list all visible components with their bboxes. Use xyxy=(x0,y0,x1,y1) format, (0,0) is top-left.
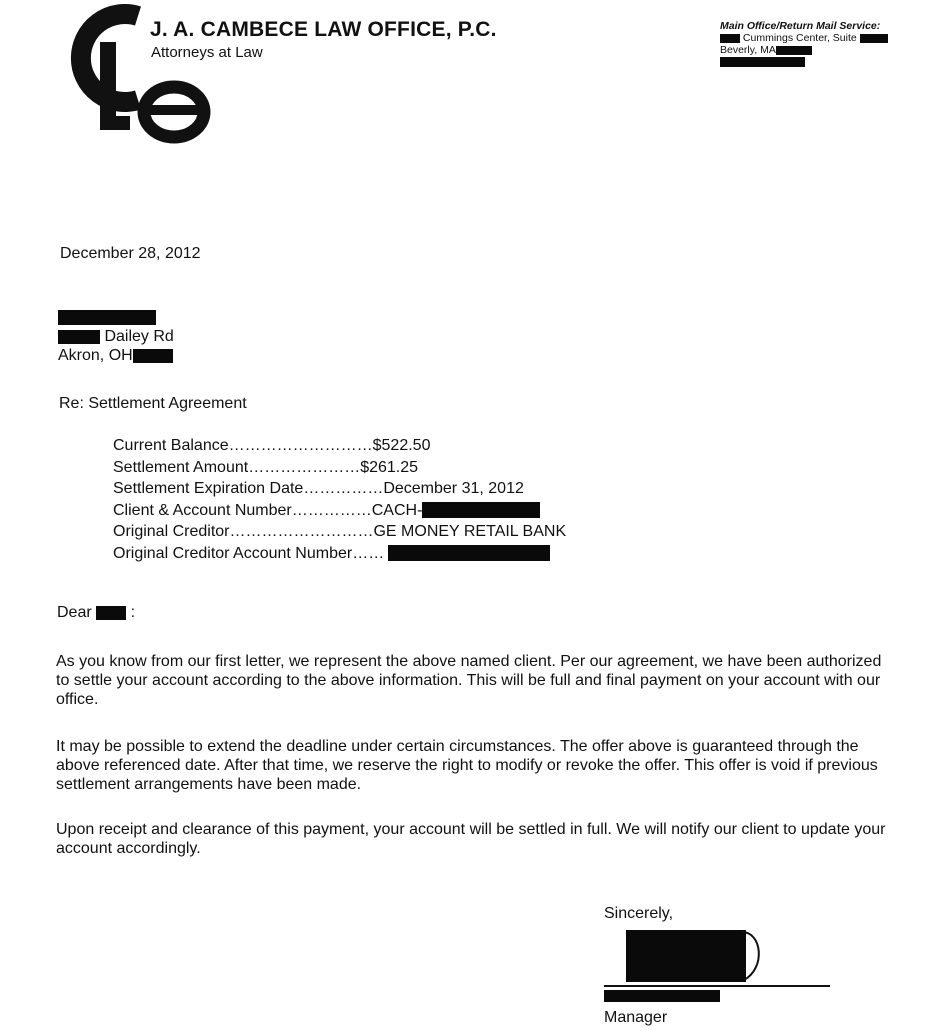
recipient-city: Akron, OH xyxy=(58,347,133,364)
firm-name: J. A. CAMBECE LAW OFFICE, P.C. xyxy=(150,18,497,41)
redaction xyxy=(133,349,173,363)
detail-row xyxy=(113,500,566,522)
detail-label: Current Balance xyxy=(113,437,229,454)
salutation xyxy=(57,603,135,622)
main-office-city: Beverly, MA xyxy=(720,44,776,56)
detail-row xyxy=(113,521,566,543)
redaction xyxy=(58,330,100,344)
detail-value: $522.50 xyxy=(372,437,431,454)
closing: Sincerely, xyxy=(604,905,674,922)
detail-leader: …………… xyxy=(291,501,372,519)
detail-label: Original Creditor xyxy=(113,523,230,540)
redaction xyxy=(58,310,156,325)
detail-leader: …………… xyxy=(303,480,384,497)
body-paragraph-2: It may be possible to extend the deadline under certain circumstances. The offer above is guaranteed through the above referenced date. After that time, we reserve the right to modify or revoke the offer. This offer is void if previous settlement arrangements have been made. xyxy=(56,738,878,793)
body-paragraph-1: As you know from our first letter, we represent the above named client. Per our agreement, we have been authorized to settle your account according to the above information. This will be full and final payment on your account with our office. xyxy=(56,653,882,708)
detail-value: CACH- xyxy=(371,501,423,519)
detail-row xyxy=(113,457,566,479)
detail-value: $261.25 xyxy=(360,458,419,476)
body-paragraph-3: Upon receipt and clearance of this payment, your account will be settled in full. We will notify our client to update your account accordingly. xyxy=(56,821,886,857)
firm-tagline: Attorneys at Law xyxy=(151,44,263,61)
detail-value: December 31, 2012 xyxy=(383,480,524,497)
redaction xyxy=(388,545,550,561)
signature-line xyxy=(604,985,830,987)
settlement-details xyxy=(113,435,566,564)
detail-leader: …… xyxy=(352,544,385,562)
salutation-prefix: Dear xyxy=(57,604,92,621)
detail-leader: ……………………… xyxy=(229,523,374,540)
detail-row xyxy=(113,435,566,457)
main-office-block xyxy=(720,20,910,68)
recipient-street: Dailey Rd xyxy=(104,328,174,345)
detail-label: Original Creditor Account Number xyxy=(113,544,353,562)
re-line: Re: Settlement Agreement xyxy=(59,395,247,412)
recipient-address xyxy=(58,308,174,365)
letter-date: December 28, 2012 xyxy=(60,245,201,262)
main-office-title: Main Office/Return Mail Service: xyxy=(720,20,881,32)
detail-value: GE MONEY RETAIL BANK xyxy=(373,523,567,540)
detail-row xyxy=(113,543,566,565)
signature-stroke xyxy=(740,928,770,986)
redaction xyxy=(720,57,805,67)
redaction xyxy=(720,34,740,43)
detail-leader: ……………………… xyxy=(228,437,373,454)
detail-label: Settlement Expiration Date xyxy=(113,480,304,497)
detail-leader: ………………… xyxy=(248,458,361,476)
signature xyxy=(626,930,746,982)
redaction xyxy=(776,46,812,55)
redaction xyxy=(604,990,720,1002)
redaction xyxy=(422,502,540,518)
redaction xyxy=(96,606,126,620)
main-office-line1 xyxy=(720,32,910,44)
main-office-line3 xyxy=(720,56,910,68)
main-office-line2 xyxy=(720,44,910,56)
signer-title: Manager xyxy=(604,1009,668,1026)
detail-row xyxy=(113,478,566,500)
salutation-suffix: : xyxy=(130,604,136,621)
main-office-street: Cummings Center, Suite xyxy=(742,32,857,44)
detail-label: Client & Account Number xyxy=(113,501,292,519)
detail-label: Settlement Amount xyxy=(113,458,249,476)
redaction xyxy=(860,34,888,43)
